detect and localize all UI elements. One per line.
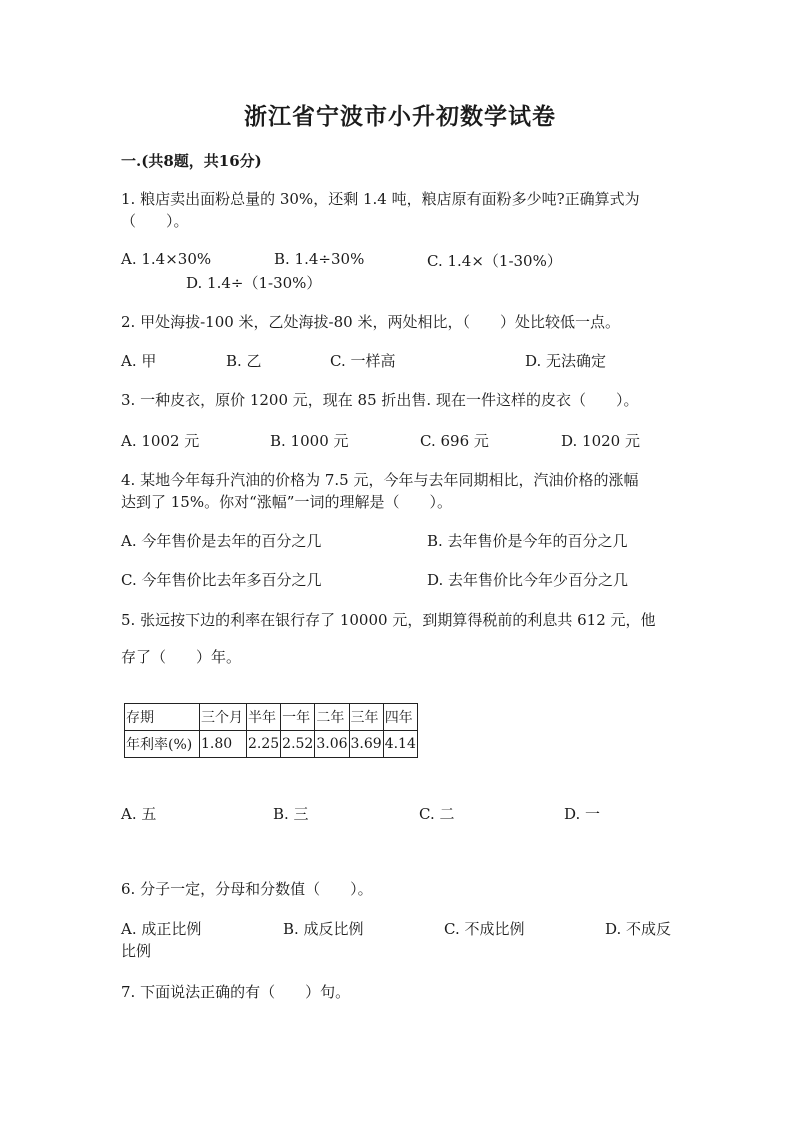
q1-option-c: C. 1.4×（1-30%） xyxy=(427,252,562,270)
q2-option-d: D. 无法确定 xyxy=(525,352,607,370)
q3-option-b: B. 1000 元 xyxy=(270,432,349,450)
q1-option-d: D. 1.4÷（1-30%） xyxy=(186,274,322,292)
q3-option-a: A. 1002 元 xyxy=(121,432,200,450)
question-7-text: 7. 下面说法正确的有（ ）句。 xyxy=(121,983,351,1001)
q5-option-c: C. 二 xyxy=(419,805,455,823)
table-header-row xyxy=(125,704,418,731)
q5-option-a: A. 五 xyxy=(121,805,157,823)
question-1-text-cont: （ ）。 xyxy=(121,212,189,230)
table-cell: 存期 xyxy=(125,704,200,731)
section-heading: 一.(共8题，共16分) xyxy=(121,152,262,170)
table-cell: 三年 xyxy=(349,704,383,731)
q4-option-b: B. 去年售价是今年的百分之几 xyxy=(427,532,628,550)
q6-option-d-wrap: 比例 xyxy=(121,942,152,960)
table-cell: 二年 xyxy=(315,704,349,731)
q6-option-b: B. 成反比例 xyxy=(283,920,364,938)
q2-option-b: B. 乙 xyxy=(226,352,262,370)
q2-option-a: A. 甲 xyxy=(121,352,157,370)
q3-option-c: C. 696 元 xyxy=(420,432,489,450)
table-cell: 4.14 xyxy=(383,731,417,758)
question-2-text: 2. 甲处海拔-100 米，乙处海拔-80 米，两处相比，（ ）处比较低一点。 xyxy=(121,313,620,331)
table-row xyxy=(125,731,418,758)
q6-option-d: D. 不成反 xyxy=(605,920,672,938)
table-cell: 2.52 xyxy=(281,731,315,758)
question-4-text: 4. 某地今年每升汽油的价格为 7.5 元，今年与去年同期相比，汽油价格的涨幅 xyxy=(121,471,639,489)
q1-option-a: A. 1.4×30% xyxy=(121,250,212,268)
q2-option-c: C. 一样高 xyxy=(330,352,396,370)
question-3-text: 3. 一种皮衣，原价 1200 元，现在 85 折出售. 现在一件这样的皮衣（ ）。 xyxy=(121,391,639,409)
q4-option-a: A. 今年售价是去年的百分之几 xyxy=(121,532,322,550)
table-cell: 三个月 xyxy=(200,704,247,731)
table-cell: 半年 xyxy=(247,704,281,731)
q4-option-c: C. 今年售价比去年多百分之几 xyxy=(121,571,322,589)
q3-option-d: D. 1020 元 xyxy=(561,432,640,450)
question-1-text: 1. 粮店卖出面粉总量的 30%，还剩 1.4 吨，粮店原有面粉多少吨?正确算式为 xyxy=(121,190,640,208)
q4-option-d: D. 去年售价比今年少百分之几 xyxy=(427,571,629,589)
page-title: 浙江省宁波市小升初数学试卷 xyxy=(244,103,556,130)
question-5-text: 5. 张远按下边的利率在银行存了 10000 元，到期算得税前的利息共 612 元，他 xyxy=(121,611,656,629)
table-cell: 2.25 xyxy=(247,731,281,758)
q5-option-d: D. 一 xyxy=(564,805,601,823)
question-4-text-cont: 达到了 15%。你对“涨幅”一词的理解是（ ）。 xyxy=(121,493,452,511)
table-cell: 四年 xyxy=(383,704,417,731)
interest-rate-table xyxy=(124,703,418,758)
table-cell: 年利率(%) xyxy=(125,731,200,758)
table-cell: 3.69 xyxy=(349,731,383,758)
question-5-text-cont: 存了（ ）年。 xyxy=(121,648,242,666)
question-6-text: 6. 分子一定，分母和分数值（ ）。 xyxy=(121,880,373,898)
table-cell: 1.80 xyxy=(200,731,247,758)
q1-option-b: B. 1.4÷30% xyxy=(274,250,365,268)
table-cell: 3.06 xyxy=(315,731,349,758)
q6-option-a: A. 成正比例 xyxy=(121,920,202,938)
table-cell: 一年 xyxy=(281,704,315,731)
q5-option-b: B. 三 xyxy=(273,805,309,823)
q6-option-c: C. 不成比例 xyxy=(444,920,525,938)
